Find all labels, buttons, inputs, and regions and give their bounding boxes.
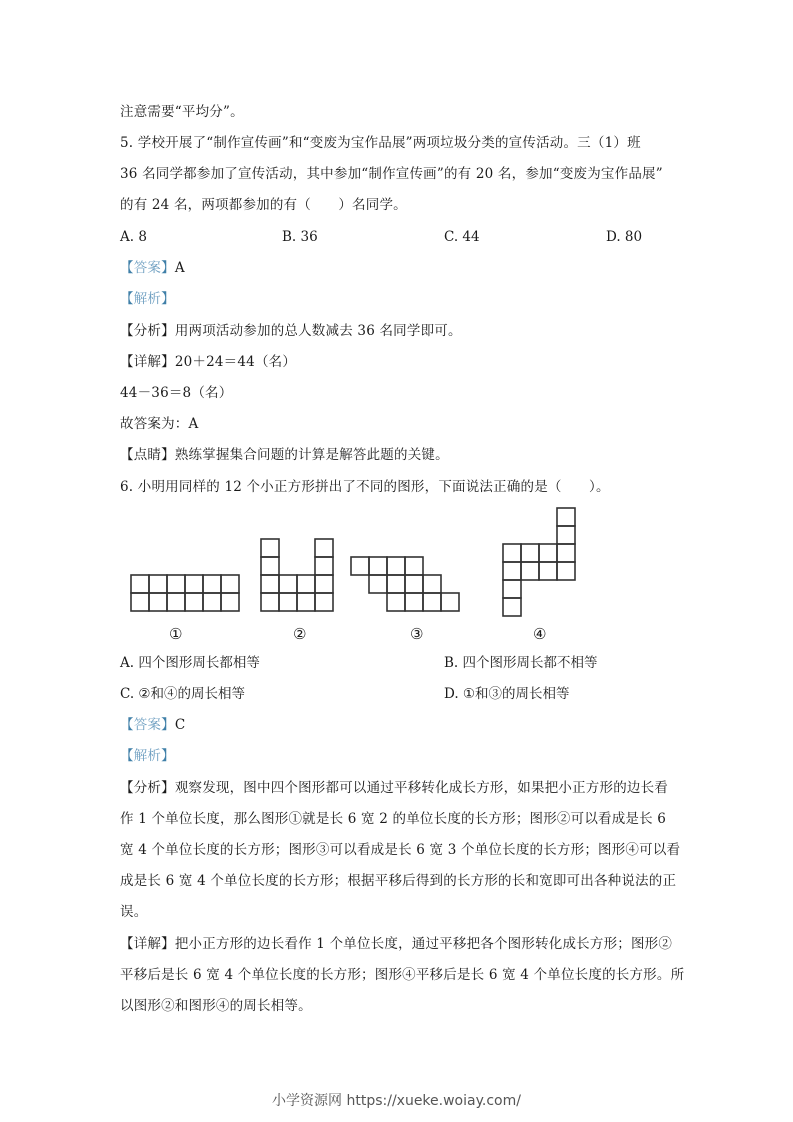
square-grid-figure: [130, 574, 240, 612]
q6-analysis-heading: 【解析】: [120, 748, 175, 764]
square-grid-figure: [260, 538, 334, 612]
fenxi-label: 【分析】: [120, 780, 175, 796]
q5-stem-line-2: 36 名同学都参加了宣传活动，其中参加“制作宣传画”的有 20 名，参加“变废为宝作品展”: [120, 166, 663, 182]
q6-option-a: A. 四个图形周长都相等: [120, 655, 260, 671]
q5-option-b: B. 36: [282, 229, 318, 245]
q5-fenxi: [120, 322, 462, 340]
q6-fenxi-line-2: 作 1 个单位长度，那么图形①就是长 6 宽 2 的单位长度的长方形；图形②可以看成是长 6: [120, 811, 667, 827]
figure-4-label: ④: [533, 625, 547, 643]
q6-fenxi-line-1: 【分析】观察发现，图中四个图形都可以通过平移转化成长方形，如果把小正方形的边长看: [120, 780, 669, 796]
square-grid-figure: [502, 507, 576, 617]
q6-option-d: D. ①和③的周长相等: [444, 686, 570, 702]
figure-2-label: ②: [293, 625, 307, 643]
q5-option-a: A. 8: [120, 229, 147, 245]
q5-calc-line: 44－36＝8（名）: [120, 385, 233, 401]
figure-3: [350, 556, 460, 612]
fenxi-text: 用两项活动参加的总人数减去 36 名同学即可。: [174, 323, 462, 339]
q6-fenxi-line-5: 误。: [120, 904, 148, 920]
q5-analysis-heading: 【解析】: [120, 291, 175, 307]
q5-conclusion: 故答案为：A: [120, 416, 199, 432]
q5-answer: [120, 259, 185, 277]
q6-answer: [120, 716, 185, 734]
q6-xiangjie-line-3: 以图形②和图形④的周长相等。: [120, 998, 312, 1014]
xiangjie-text: 20＋24＝44（名）: [174, 354, 297, 370]
xiangjie-label: 【详解】: [120, 354, 175, 370]
q6-xiangjie-line-1: 【详解】把小正方形的边长看作 1 个单位长度，通过平移把各个图形转化成长方形；图形②: [120, 936, 673, 952]
q6-xiangjie-line-2: 平移后是长 6 宽 4 个单位长度的长方形；图形④平移后是长 6 宽 4 个单位长度的长方形。所: [120, 967, 685, 983]
footer-watermark: 小学资源网 https://xueke.woiay.com/: [272, 1093, 521, 1109]
figure-4: [502, 507, 576, 617]
figure-3-label: ③: [410, 625, 424, 643]
q5-stem-line-1: 5. 学校开展了“制作宣传画”和“变废为宝作品展”两项垃圾分类的宣传活动。三（1）班: [120, 135, 641, 151]
figure-1-label: ①: [169, 625, 183, 643]
fenxi-label: 【分析】: [120, 323, 175, 339]
figure-2: [260, 538, 334, 612]
q5-dianjing: [120, 446, 449, 464]
q5-option-c: C. 44: [444, 229, 480, 245]
figure-1: [130, 574, 240, 612]
q6-fenxi-line-3: 宽 4 个单位长度的长方形；图形③可以看成是长 6 宽 3 个单位长度的长方形；图形④可以看: [120, 842, 681, 858]
xiangjie-label: 【详解】: [120, 936, 175, 952]
dianjing-label: 【点睛】: [120, 447, 175, 463]
answer-value: C: [174, 717, 186, 733]
answer-value: A: [174, 260, 185, 276]
square-grid-figure: [350, 556, 460, 612]
q5-stem-line-3: 的有 24 名，两项都参加的有（ ）名同学。: [120, 197, 407, 213]
q6-fenxi-line-4: 成是长 6 宽 4 个单位长度的长方形；根据平移后得到的长方形的长和宽即可出各种说法的正: [120, 873, 677, 889]
q6-stem: 6. 小明用同样的 12 个小正方形拼出了不同的图形，下面说法正确的是（ ）。: [120, 479, 610, 495]
answer-label: 【答案】: [120, 260, 175, 276]
answer-label: 【答案】: [120, 717, 175, 733]
q6-option-b: B. 四个图形周长都不相等: [444, 655, 598, 671]
q6-option-c: C. ②和④的周长相等: [120, 686, 246, 702]
q5-option-d: D. 80: [606, 229, 643, 245]
dianjing-text: 熟练掌握集合问题的计算是解答此题的关键。: [174, 447, 449, 463]
intro-line: 注意需要“平均分”。: [120, 104, 244, 120]
q5-xiangjie: [120, 353, 296, 371]
